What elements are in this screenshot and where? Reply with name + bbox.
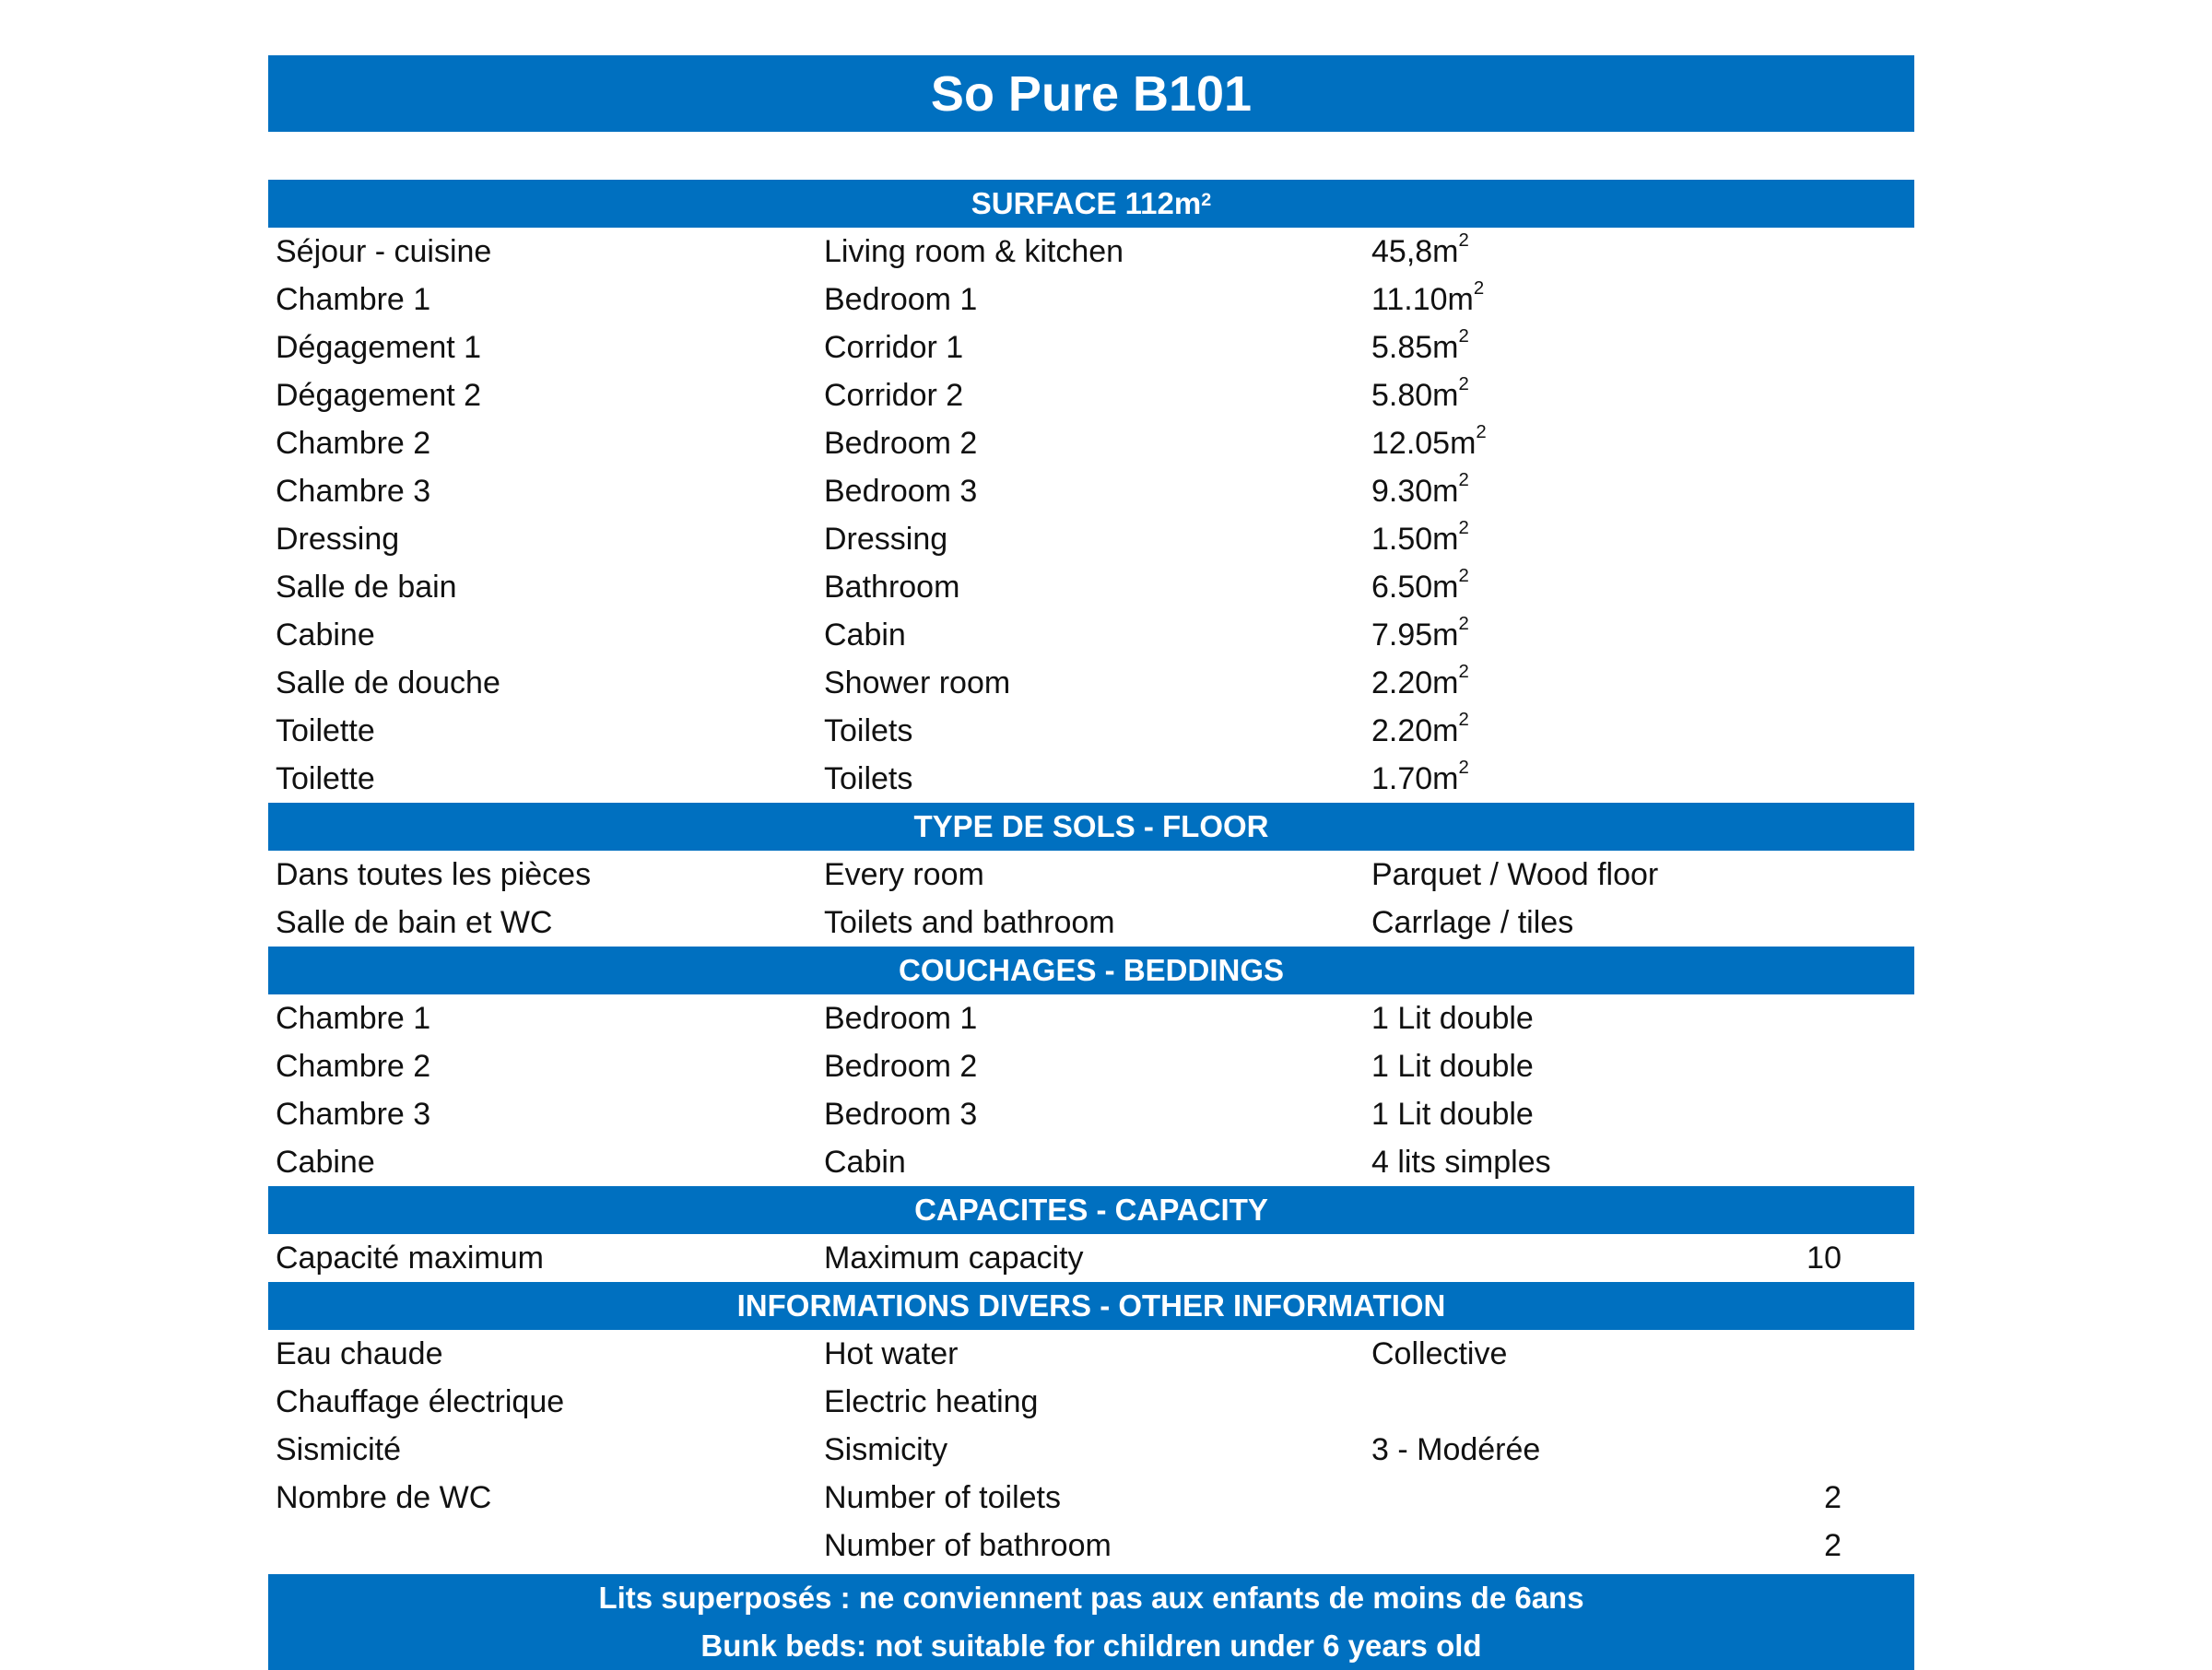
surface-header-label: SURFACE 112m [971, 186, 1202, 220]
section-other-information [268, 1282, 1914, 1570]
warning-line-en: Bunk beds: not suitable for children under 6 years old [700, 1629, 1482, 1663]
room-area [1371, 566, 1469, 606]
room-area [1371, 470, 1469, 510]
bedding-fr: Cabine [276, 1144, 375, 1180]
room-area [1371, 614, 1469, 653]
info-value: 2 [1824, 1527, 1841, 1563]
table-row [268, 419, 1914, 467]
table-row [268, 707, 1914, 755]
table-row [268, 1522, 1914, 1570]
table-row [268, 323, 1914, 371]
area-value: 12.05m [1371, 425, 1477, 461]
table-row [268, 899, 1914, 947]
bedding-en: Cabin [824, 1144, 906, 1180]
area-unit-sup: 2 [1458, 662, 1469, 683]
area-value: 5.80m [1371, 377, 1459, 413]
bedding-fr: Chambre 1 [276, 1000, 431, 1036]
area-unit-sup: 2 [1458, 566, 1469, 587]
area-value: 2.20m [1371, 664, 1459, 700]
floor-fr: Salle de bain et WC [276, 904, 553, 940]
section-surface [268, 180, 1914, 803]
room-en: Corridor 1 [824, 329, 964, 365]
area-value: 2.20m [1371, 712, 1459, 748]
section-header-surface: SURFACE 112m $^2$ [268, 180, 1914, 228]
info-value: Collective [1371, 1335, 1508, 1371]
room-en: Bathroom [824, 569, 960, 605]
area-value: 11.10m [1371, 281, 1474, 317]
room-fr: Salle de bain [276, 569, 457, 605]
table-row [268, 228, 1914, 276]
floor-en: Every room [824, 856, 984, 892]
section-beddings [268, 947, 1914, 1186]
info-fr: Sismicité [276, 1431, 402, 1467]
table-row [268, 515, 1914, 563]
area-value: 7.95m [1371, 617, 1459, 653]
area-unit-sup: 2 [1458, 614, 1469, 635]
room-en: Bedroom 3 [824, 473, 978, 509]
capacity-fr: Capacité maximum [276, 1240, 544, 1276]
table-row [268, 1330, 1914, 1378]
table-row [268, 755, 1914, 803]
table-row [268, 1042, 1914, 1090]
info-en: Number of bathroom [824, 1527, 1112, 1563]
section-header-beddings: COUCHAGES - BEDDINGS [268, 947, 1914, 994]
room-en: Toilets [824, 760, 913, 796]
table-row [268, 611, 1914, 659]
floor-fr: Dans toutes les pièces [276, 856, 592, 892]
area-value: 9.30m [1371, 473, 1459, 509]
bunk-bed-warning [268, 1574, 1914, 1670]
table-row [268, 994, 1914, 1042]
table-row [268, 1378, 1914, 1426]
bedding-value: 4 lits simples [1371, 1144, 1551, 1180]
room-en: Bedroom 2 [824, 425, 978, 461]
room-fr: Séjour - cuisine [276, 233, 492, 269]
table-row [268, 371, 1914, 419]
table-row [268, 1426, 1914, 1474]
room-en: Cabin [824, 617, 906, 653]
capacity-value: 10 [1806, 1240, 1841, 1276]
room-area [1371, 326, 1469, 366]
room-area [1371, 758, 1469, 797]
room-area [1371, 422, 1487, 462]
info-en: Hot water [824, 1335, 959, 1371]
room-fr: Toilette [276, 712, 375, 748]
area-value: 1.70m [1371, 760, 1459, 796]
room-fr: Dégagement 2 [276, 377, 482, 413]
info-fr: Chauffage électrique [276, 1383, 565, 1419]
room-en: Bedroom 1 [824, 281, 978, 317]
capacity-en: Maximum capacity [824, 1240, 1084, 1276]
room-fr: Cabine [276, 617, 375, 653]
area-value: 5.85m [1371, 329, 1459, 365]
room-en: Shower room [824, 664, 1011, 700]
table-row [268, 467, 1914, 515]
room-fr: Toilette [276, 760, 375, 796]
room-fr: Chambre 2 [276, 425, 431, 461]
room-fr: Chambre 1 [276, 281, 431, 317]
floor-value: Parquet / Wood floor [1371, 856, 1659, 892]
room-en: Living room & kitchen [824, 233, 1124, 269]
area-unit-sup: 2 [1476, 422, 1487, 443]
area-unit-sup: 2 [1473, 278, 1485, 300]
area-unit-sup: 2 [1458, 230, 1469, 252]
warning-line-fr: Lits superposés : ne conviennent pas aux enfants de moins de 6ans [598, 1581, 1584, 1615]
area-unit-sup: 2 [1458, 710, 1469, 731]
bedding-value: 1 Lit double [1371, 1000, 1534, 1036]
section-header-other: INFORMATIONS DIVERS - OTHER INFORMATION [268, 1282, 1914, 1330]
area-unit-sup: 2 [1458, 326, 1469, 347]
room-area [1371, 230, 1469, 270]
page-title: So Pure B101 [268, 55, 1914, 132]
floor-value: Carrlage / tiles [1371, 904, 1574, 940]
room-fr: Chambre 3 [276, 473, 431, 509]
table-row [268, 1234, 1914, 1282]
table-row [268, 851, 1914, 899]
room-area [1371, 710, 1469, 749]
area-value: 45,8m [1371, 233, 1459, 269]
room-area [1371, 278, 1485, 318]
room-area [1371, 662, 1469, 701]
table-row [268, 659, 1914, 707]
info-value: 3 - Modérée [1371, 1431, 1541, 1467]
area-value: 6.50m [1371, 569, 1459, 605]
table-row [268, 276, 1914, 323]
bedding-en: Bedroom 3 [824, 1096, 978, 1132]
room-en: Toilets [824, 712, 913, 748]
info-fr: Nombre de WC [276, 1479, 492, 1515]
info-en: Number of toilets [824, 1479, 1061, 1515]
table-row [268, 1138, 1914, 1186]
room-en: Dressing [824, 521, 948, 557]
bedding-fr: Chambre 3 [276, 1096, 431, 1132]
bedding-fr: Chambre 2 [276, 1048, 431, 1084]
bedding-value: 1 Lit double [1371, 1096, 1534, 1132]
section-header-capacity: CAPACITES - CAPACITY [268, 1186, 1914, 1234]
section-capacity [268, 1186, 1914, 1282]
area-value: 1.50m [1371, 521, 1459, 557]
table-row [268, 1474, 1914, 1522]
section-floor [268, 803, 1914, 947]
area-unit-sup: 2 [1458, 470, 1469, 491]
room-fr: Dégagement 1 [276, 329, 482, 365]
info-fr: Eau chaude [276, 1335, 443, 1371]
area-unit-sup: 2 [1458, 518, 1469, 539]
info-en: Sismicity [824, 1431, 948, 1467]
bedding-en: Bedroom 2 [824, 1048, 978, 1084]
info-en: Electric heating [824, 1383, 1039, 1419]
room-area [1371, 518, 1469, 558]
area-unit-sup: 2 [1458, 374, 1469, 395]
bedding-en: Bedroom 1 [824, 1000, 978, 1036]
table-row [268, 1090, 1914, 1138]
room-fr: Dressing [276, 521, 400, 557]
info-value: 2 [1824, 1479, 1841, 1515]
table-row [268, 563, 1914, 611]
area-unit-sup: 2 [1458, 758, 1469, 779]
room-fr: Salle de douche [276, 664, 500, 700]
section-header-floor: TYPE DE SOLS - FLOOR [268, 803, 1914, 851]
room-area [1371, 374, 1469, 414]
bedding-value: 1 Lit double [1371, 1048, 1534, 1084]
floor-en: Toilets and bathroom [824, 904, 1115, 940]
room-en: Corridor 2 [824, 377, 964, 413]
